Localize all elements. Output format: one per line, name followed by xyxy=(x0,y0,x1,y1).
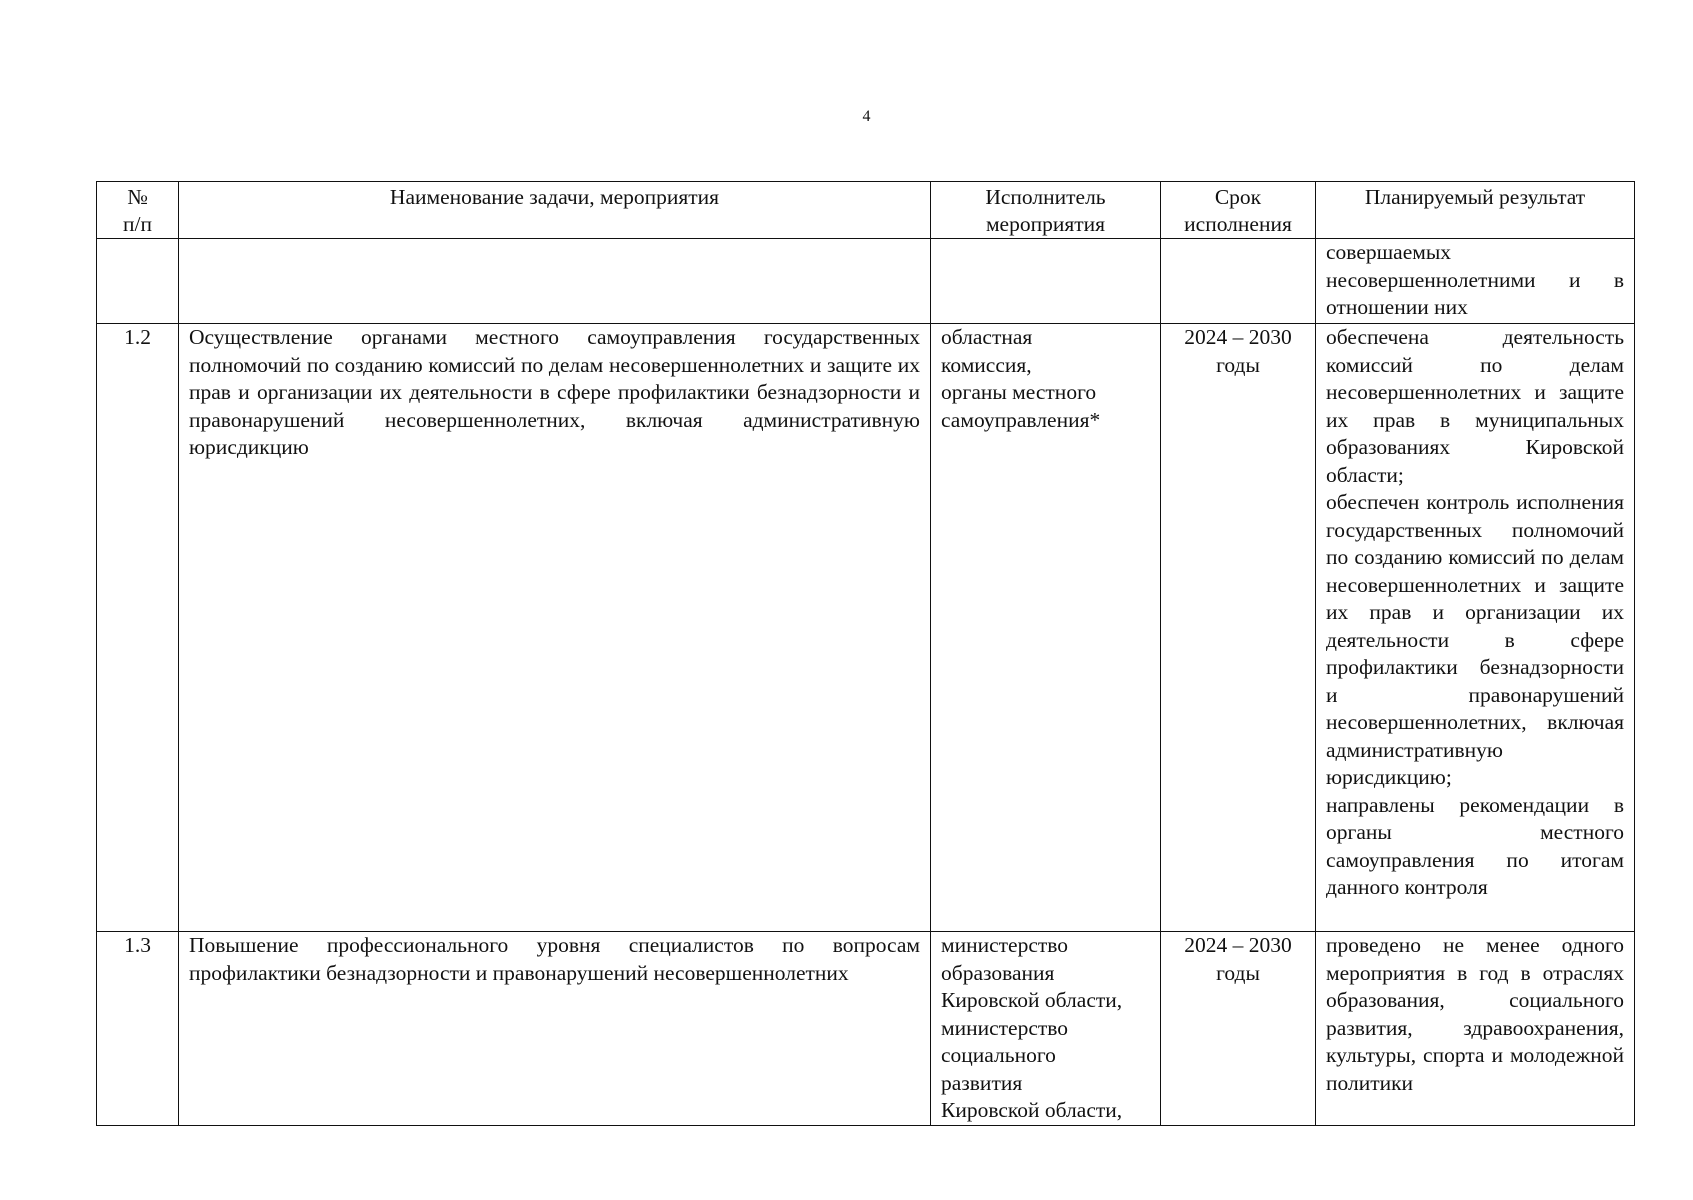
header-num-line: № xyxy=(127,185,148,209)
table-row xyxy=(97,932,1635,1126)
row-num: 1.2 xyxy=(97,324,179,932)
performer-line: органы местного xyxy=(941,380,1097,404)
result-paragraph: направлены рекомендации в органы местного самоуправления по итогам данного контроля xyxy=(1326,792,1624,899)
performer-line: министерство xyxy=(941,1015,1069,1040)
row-result xyxy=(1316,239,1635,324)
row-num xyxy=(97,239,179,324)
header-term-line: исполнения xyxy=(1184,212,1292,236)
term-line: годы xyxy=(1216,960,1260,985)
performer-line: развития xyxy=(941,1070,1023,1095)
term-line: годы xyxy=(1216,352,1260,377)
performer-line: образования xyxy=(941,960,1055,985)
performer-line: социального xyxy=(941,1043,1056,1067)
result-paragraph: обеспечен контроль исполнения государственных полномочий по созданию комиссий по делам несовершеннолетних и защите их прав и организации их деятельности в сфере профилактики безнадзорности и правонарушений несовершеннолетних, включая административную юрисдикцию; xyxy=(1326,490,1624,789)
row-term xyxy=(1161,239,1316,324)
result-paragraph: обеспечена деятельность комиссий по делам несовершеннолетних и защите их прав в муниципальных образованиях Кировской области; xyxy=(1326,325,1624,487)
term-line: 2024 – 2030 xyxy=(1184,933,1292,957)
performer-line: областная xyxy=(941,325,1033,349)
header-task-label: Наименование задачи, мероприятия xyxy=(389,185,720,209)
result-paragraph: проведено не менее одного мероприятия в год в отраслях образования, социального развития, здравоохранения, культуры, спорта и молодежной политики xyxy=(1326,933,1624,1095)
row-performer xyxy=(931,239,1161,324)
performer-line: Кировской области, xyxy=(941,1098,1123,1122)
row-result xyxy=(1316,932,1635,1126)
header-result xyxy=(1316,182,1635,239)
row-result xyxy=(1316,324,1635,932)
row-performer xyxy=(931,932,1161,1126)
performer-line: комиссия, xyxy=(941,352,1032,377)
header-term xyxy=(1161,182,1316,239)
table-row xyxy=(97,324,1635,932)
header-term-line: Срок xyxy=(1214,185,1262,209)
performer-line: министерство xyxy=(941,933,1069,957)
row-task: Повышение профессионального уровня специалистов по вопросам профилактики безнадзорности и правонарушений несовершеннолетних xyxy=(179,932,931,1126)
table-header-row xyxy=(97,182,1635,239)
row-task xyxy=(179,239,931,324)
header-performer xyxy=(931,182,1161,239)
row-task: Осуществление органами местного самоуправления государственных полномочий по созданию комиссий по делам несовершеннолетних и защите их прав и организации их деятельности в сфере профилактики безнадзорности и правонарушений несовершеннолетних, включая административную юрисдикцию xyxy=(179,324,931,932)
table-row xyxy=(97,239,1635,324)
page-number: 4 xyxy=(862,108,871,125)
header-num-line: п/п xyxy=(123,212,152,236)
row-term xyxy=(1161,932,1316,1126)
header-result-label: Планируемый результат xyxy=(1364,185,1586,209)
row-term xyxy=(1161,324,1316,932)
header-performer-line: мероприятия xyxy=(985,212,1106,236)
performer-line: самоуправления* xyxy=(941,407,1101,432)
row-num: 1.3 xyxy=(97,932,179,1126)
header-performer-line: Исполнитель xyxy=(985,185,1106,209)
term-line: 2024 – 2030 xyxy=(1184,325,1292,349)
row-performer xyxy=(931,324,1161,932)
header-task xyxy=(179,182,931,239)
performer-line: Кировской области, xyxy=(941,988,1123,1012)
plan-table xyxy=(96,181,1635,1126)
result-paragraph: совершаемых несовершеннолетними и в отношении них xyxy=(1326,240,1624,319)
header-num xyxy=(97,182,179,239)
